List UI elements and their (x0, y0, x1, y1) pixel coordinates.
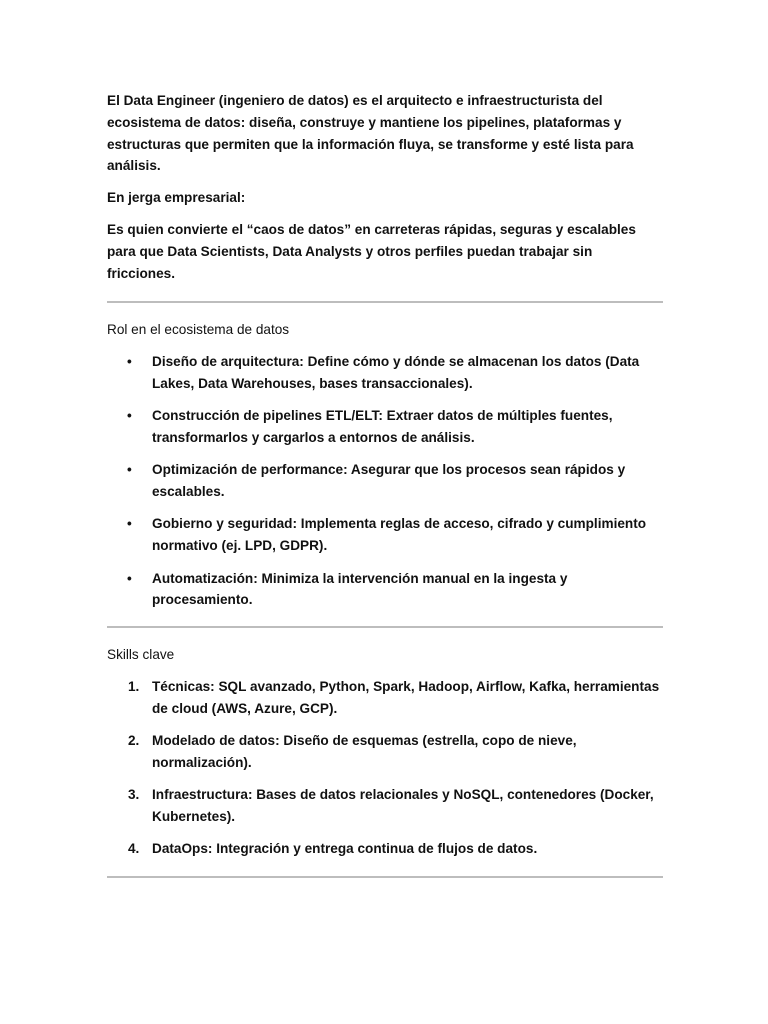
rol-section-title: Rol en el ecosistema de datos (107, 322, 290, 338)
jerga-heading: En jerga empresarial: (107, 190, 246, 206)
list-item-text: DataOps: Integración y entrega continua de flujos de datos. (152, 841, 538, 857)
bullet-icon: • (127, 462, 132, 478)
bullet-icon: • (127, 408, 132, 424)
divider (107, 626, 663, 628)
bullet-icon: • (127, 570, 132, 586)
document-page (107, 90, 663, 878)
list-number: 1. (128, 678, 140, 694)
list-item-text: Técnicas: SQL avanzado, Python, Spark, Hadoop, Airflow, Kafka, herramientas de cloud (AWS, Azure, GCP). (152, 678, 660, 716)
intro-paragraph: El Data Engineer (ingeniero de datos) es el arquitecto e infraestructurista del ecosistema de datos: diseña, construye y mantiene los pipelines, plataformas y estructuras que permiten que la información fluya, se transforme y esté lista para análisis. (107, 93, 634, 174)
list-item (107, 351, 663, 395)
skills-section-title: Skills clave (107, 647, 175, 663)
list-item (107, 405, 663, 449)
list-number: 2. (128, 733, 140, 749)
list-item-text: Modelado de datos: Diseño de esquemas (estrella, copo de nieve, normalización). (152, 733, 577, 770)
list-item (107, 784, 663, 828)
list-item-text: Optimización de performance: Asegurar que los procesos sean rápidos y escalables. (152, 462, 626, 500)
list-item-text: Gobierno y seguridad: Implementa reglas de acceso, cifrado y cumplimiento normativo (ej. LPD, GDPR). (152, 516, 647, 554)
bullet-icon: • (127, 354, 132, 370)
rol-bullet-list (107, 351, 663, 611)
list-item (107, 838, 663, 860)
jerga-paragraph: Es quien convierte el “caos de datos” en carreteras rápidas, seguras y escalables para que Data Scientists, Data Analysts y otros perfiles puedan trabajar sin fricciones. (107, 221, 636, 281)
divider (107, 301, 663, 303)
list-item-text: Construcción de pipelines ETL/ELT: Extraer datos de múltiples fuentes, transformarlos y cargarlos a entornos de análisis. (152, 408, 613, 446)
list-number: 4. (128, 841, 140, 857)
list-item (107, 730, 663, 774)
list-item-text: Automatización: Minimiza la intervención manual en la ingesta y procesamiento. (152, 570, 568, 608)
list-item (107, 676, 663, 720)
list-item (107, 513, 663, 557)
list-item-text: Diseño de arquitectura: Define cómo y dónde se almacenan los datos (Data Lakes, Data Warehouses, bases transaccionales). (152, 354, 640, 391)
list-item (107, 459, 663, 503)
bullet-icon: • (127, 516, 132, 532)
list-number: 3. (128, 787, 140, 803)
list-item-text: Infraestructura: Bases de datos relacionales y NoSQL, contenedores (Docker, Kubernetes). (152, 787, 654, 824)
divider (107, 876, 663, 878)
skills-numbered-list (107, 676, 663, 860)
list-item (107, 568, 663, 612)
